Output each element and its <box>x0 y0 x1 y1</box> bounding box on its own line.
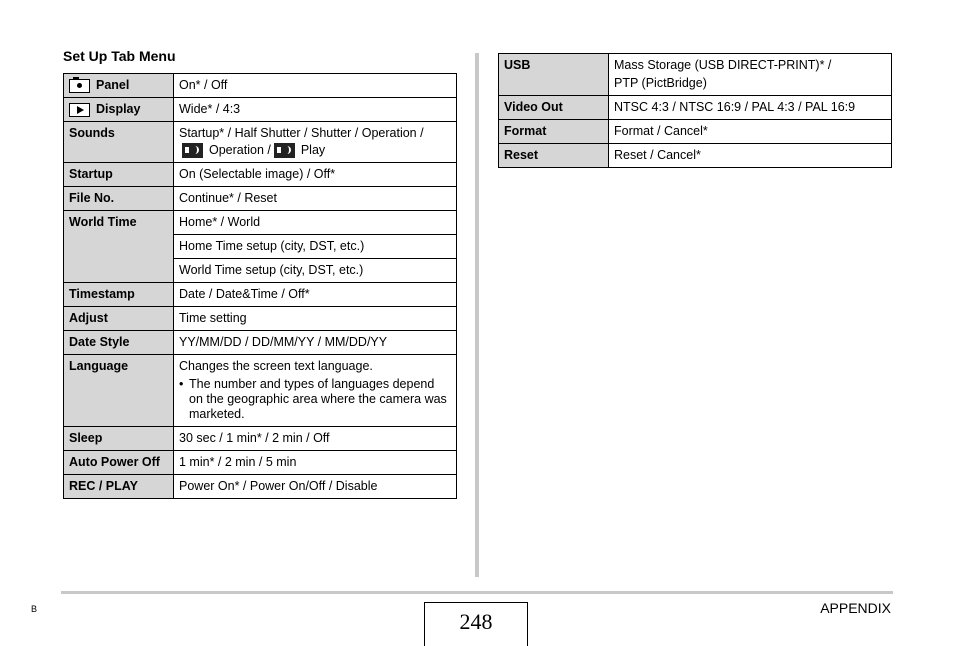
setup-menu-table-continued <box>498 53 892 168</box>
setting-value: NTSC 4:3 / NTSC 16:9 / PAL 4:3 / PAL 16:9 <box>609 96 892 120</box>
setting-value: Power On* / Power On/Off / Disable <box>174 475 457 499</box>
section-label: APPENDIX <box>820 600 891 616</box>
setting-key: Video Out <box>499 96 609 120</box>
camera-icon <box>69 79 90 93</box>
setting-value: Continue* / Reset <box>174 187 457 211</box>
setting-key: World Time <box>64 211 174 283</box>
speaker-icon <box>274 143 295 158</box>
setting-value: Home* / World <box>174 211 457 235</box>
setting-key: File No. <box>64 187 174 211</box>
setting-value: 30 sec / 1 min* / 2 min / Off <box>174 427 457 451</box>
setting-key: Timestamp <box>64 283 174 307</box>
language-note <box>179 377 451 422</box>
setting-value <box>174 355 457 427</box>
sounds-play-label: Play <box>300 143 326 157</box>
table-row <box>499 54 892 96</box>
table-row <box>499 96 892 120</box>
table-row <box>64 451 457 475</box>
setting-key: Language <box>64 355 174 427</box>
setting-value: Reset / Cancel* <box>609 144 892 168</box>
table-row <box>64 163 457 187</box>
setting-key: Adjust <box>64 307 174 331</box>
setting-value: World Time setup (city, DST, etc.) <box>174 259 457 283</box>
table-row <box>64 475 457 499</box>
setting-value: Date / Date&Time / Off* <box>174 283 457 307</box>
column-divider <box>475 53 479 577</box>
page-number: 248 <box>424 602 528 646</box>
table-row <box>64 122 457 163</box>
setting-key: Auto Power Off <box>64 451 174 475</box>
table-row <box>64 211 457 235</box>
table-row <box>64 98 457 122</box>
table-row <box>499 144 892 168</box>
sounds-line: Startup* / Half Shutter / Shutter / Operation / <box>179 126 424 140</box>
setting-key <box>64 98 174 122</box>
setting-value: Wide* / 4:3 <box>174 98 457 122</box>
table-row <box>64 187 457 211</box>
setting-key-label: Display <box>96 102 141 116</box>
setting-value <box>609 54 892 96</box>
bullet-mark: • <box>179 377 184 392</box>
table-row <box>64 355 457 427</box>
setting-value: 1 min* / 2 min / 5 min <box>174 451 457 475</box>
language-description: Changes the screen text language. <box>179 359 373 374</box>
setting-key: Reset <box>499 144 609 168</box>
setting-value: Home Time setup (city, DST, etc.) <box>174 235 457 259</box>
section-title: Set Up Tab Menu <box>63 48 176 64</box>
corner-mark: B <box>31 604 38 614</box>
play-icon <box>69 103 90 117</box>
table-row <box>64 74 457 98</box>
setting-key: Sounds <box>64 122 174 163</box>
table-row <box>499 120 892 144</box>
setting-value: Format / Cancel* <box>609 120 892 144</box>
table-row <box>64 307 457 331</box>
sounds-operation-label: Operation / <box>209 143 271 157</box>
setting-key: USB <box>499 54 609 96</box>
table-row <box>64 283 457 307</box>
setup-menu-table <box>63 73 457 499</box>
setting-key <box>64 74 174 98</box>
setting-key-label: Panel <box>96 78 130 92</box>
setting-value: Time setting <box>174 307 457 331</box>
setting-key: Format <box>499 120 609 144</box>
setting-value: YY/MM/DD / DD/MM/YY / MM/DD/YY <box>174 331 457 355</box>
setting-key: Date Style <box>64 331 174 355</box>
setting-key: Sleep <box>64 427 174 451</box>
setting-value <box>174 122 457 163</box>
usb-line: PTP (PictBridge) <box>614 76 707 90</box>
setting-value: On (Selectable image) / Off* <box>174 163 457 187</box>
setting-key: REC / PLAY <box>64 475 174 499</box>
language-note-text: The number and types of languages depend on the geographic area where the camera was marketed. <box>189 377 447 422</box>
usb-line: Mass Storage (USB DIRECT-PRINT)* / <box>614 58 832 72</box>
table-row <box>64 427 457 451</box>
setting-key: Startup <box>64 163 174 187</box>
table-row <box>64 331 457 355</box>
footer-rule <box>61 591 893 594</box>
speaker-icon <box>182 143 203 158</box>
setting-value: On* / Off <box>174 74 457 98</box>
sounds-line <box>179 143 451 158</box>
